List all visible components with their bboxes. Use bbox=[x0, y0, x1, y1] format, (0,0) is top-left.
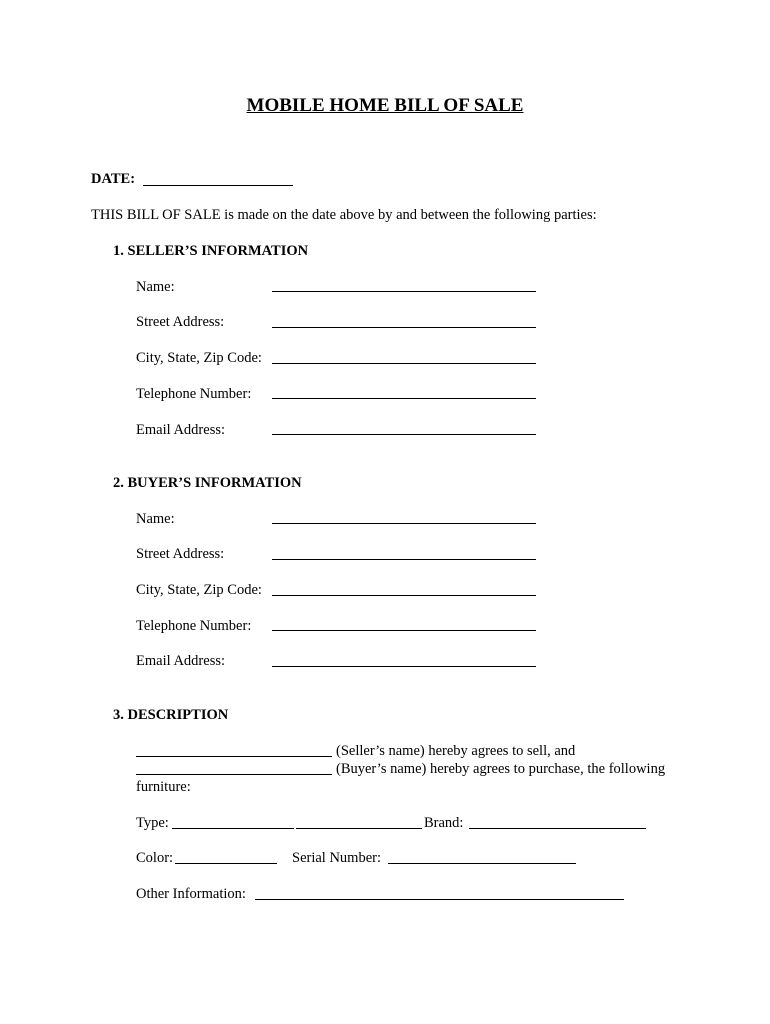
seller-phone-label: Telephone Number: bbox=[136, 386, 252, 402]
buyer-city-field[interactable] bbox=[272, 595, 536, 596]
seller-phone-field[interactable] bbox=[272, 398, 536, 399]
date-field[interactable] bbox=[143, 185, 293, 186]
seller-email-label: Email Address: bbox=[136, 422, 226, 438]
brand-label: Brand: bbox=[424, 815, 464, 831]
seller-street-label: Street Address: bbox=[136, 314, 225, 330]
date-label: DATE: bbox=[91, 171, 136, 187]
document-title: MOBILE HOME BILL OF SALE bbox=[246, 95, 524, 116]
buyer-name-label: Name: bbox=[136, 511, 175, 527]
type-field[interactable] bbox=[172, 828, 294, 829]
seller-name-blank[interactable] bbox=[136, 756, 332, 757]
intro-text: THIS BILL OF SALE is made on the date above by and between the following parties: bbox=[91, 207, 597, 223]
buyer-heading: 2. BUYER’S INFORMATION bbox=[113, 475, 302, 491]
buyer-street-field[interactable] bbox=[272, 559, 536, 560]
buyer-email-field[interactable] bbox=[272, 666, 536, 667]
serial-number-label: Serial Number: bbox=[292, 850, 381, 866]
seller-agreement-text: (Seller’s name) hereby agrees to sell, and bbox=[336, 743, 576, 759]
buyer-name-field[interactable] bbox=[272, 523, 536, 524]
color-field[interactable] bbox=[175, 863, 277, 864]
buyer-city-label: City, State, Zip Code: bbox=[136, 582, 262, 598]
buyer-name-blank[interactable] bbox=[136, 774, 332, 775]
seller-name-field[interactable] bbox=[272, 291, 536, 292]
seller-heading: 1. SELLER’S INFORMATION bbox=[113, 243, 309, 259]
type-label: Type: bbox=[136, 815, 169, 831]
buyer-phone-label: Telephone Number: bbox=[136, 618, 252, 634]
seller-city-label: City, State, Zip Code: bbox=[136, 350, 262, 366]
seller-name-label: Name: bbox=[136, 279, 175, 295]
seller-city-field[interactable] bbox=[272, 363, 536, 364]
seller-email-field[interactable] bbox=[272, 434, 536, 435]
color-label: Color: bbox=[136, 850, 174, 866]
buyer-street-label: Street Address: bbox=[136, 546, 225, 562]
buyer-phone-field[interactable] bbox=[272, 630, 536, 631]
buyer-agreement-text: (Buyer’s name) hereby agrees to purchase, the following bbox=[336, 761, 666, 777]
brand-field[interactable] bbox=[469, 828, 646, 829]
description-heading: 3. DESCRIPTION bbox=[113, 707, 229, 723]
buyer-email-label: Email Address: bbox=[136, 653, 226, 669]
other-information-field[interactable] bbox=[255, 899, 624, 900]
furniture-label: furniture: bbox=[136, 779, 191, 795]
type-field-extra[interactable] bbox=[296, 828, 422, 829]
serial-number-field[interactable] bbox=[388, 863, 576, 864]
seller-street-field[interactable] bbox=[272, 327, 536, 328]
other-information-label: Other Information: bbox=[136, 886, 246, 902]
